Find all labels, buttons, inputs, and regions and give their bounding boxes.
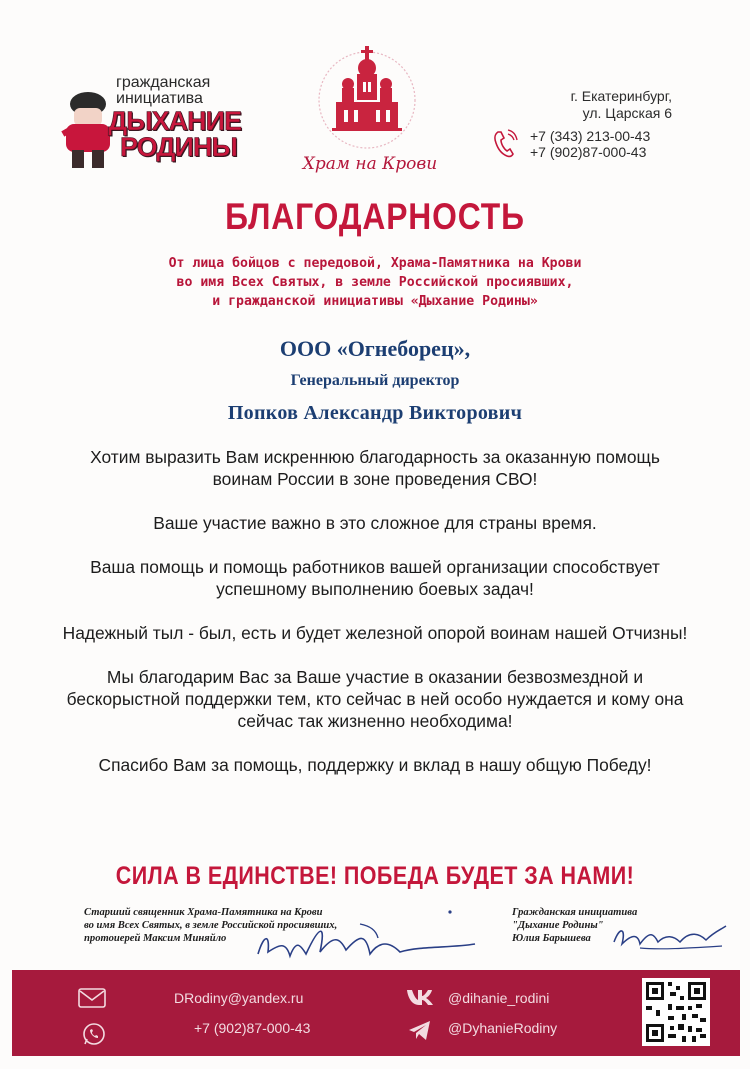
signature-right-line: Гражданская инициатива	[512, 907, 638, 918]
signature-left-line: Старший священник Храма-Памятника на Крови	[84, 907, 323, 918]
phone-2: +7 (902)87-000-43	[530, 144, 647, 160]
footer-telegram-link[interactable]: @DyhanieRodiny	[448, 1020, 558, 1036]
phone-icon	[492, 128, 518, 160]
telegram-icon	[408, 1020, 432, 1042]
document-subtitle	[60, 254, 690, 311]
signature-left-line: во имя Всех Святых, в земле Российской просиявших,	[84, 920, 338, 931]
signature-right-line: "Дыхание Родины"	[512, 920, 604, 931]
qr-code-icon	[642, 978, 710, 1046]
body-paragraph: Надежный тыл - был, есть и будет железной опорой воинам нашей Отчизны!	[62, 623, 688, 643]
body-paragraph: Спасибо Вам за помощь, поддержку и вклад в нашу общую Победу!	[98, 755, 652, 775]
signature-right-line: Юлия Барышева	[512, 933, 591, 944]
footer-phone: +7 (902)87-000-43	[194, 1020, 311, 1036]
signature-right-icon	[610, 920, 728, 956]
footer-email-link[interactable]: DRodiny@yandex.ru	[174, 990, 304, 1006]
signature-left-icon	[250, 904, 480, 974]
document-title: БЛАГОДАРНОСТЬ	[225, 196, 525, 237]
recipient-position: Генеральный директор	[290, 372, 460, 389]
vk-icon	[406, 988, 434, 1006]
body-paragraph: Ваша помощь и помощь работников вашей организации способствует успешному выполнению боевых задач!	[90, 557, 660, 599]
subtitle-line: и гражданской инициативы «Дыхание Родины»	[212, 294, 538, 309]
footer-contacts	[12, 970, 740, 1056]
body-paragraph: Хотим выразить Вам искреннюю благодарность за оказанную помощь воинам России в зоне проведения СВО!	[90, 447, 660, 489]
subtitle-line: От лица бойцов с передовой, Храма-Памятника на Крови	[168, 256, 582, 271]
address-street: ул. Царская 6	[582, 105, 672, 121]
slogan: СИЛА В ЕДИНСТВЕ! ПОБЕДА БУДЕТ ЗА НАМИ!	[115, 862, 635, 890]
logo-line-1: гражданская	[116, 74, 211, 91]
logo-line-2: инициатива	[116, 90, 203, 107]
recipient-org: ООО «Огнеборец»,	[279, 336, 471, 361]
body-paragraph: Ваше участие важно в это сложное для страны время.	[153, 513, 597, 533]
letter-body	[60, 446, 690, 798]
address-block	[571, 88, 672, 122]
logo-dyhanie-rodiny	[58, 74, 242, 170]
address-city: г. Екатеринбург,	[570, 88, 672, 104]
whatsapp-icon	[82, 1022, 106, 1046]
logo-line-4: РОДИНЫ	[120, 132, 237, 162]
footer-vk-link[interactable]: @dihanie_rodini	[448, 990, 550, 1006]
logo-line-3: ДЫХАНИЕ	[108, 106, 242, 136]
phones-block	[530, 128, 650, 160]
phone-1: +7 (343) 213-00-43	[530, 128, 651, 144]
subtitle-line: во имя Всех Святых, в земле Российской просиявших,	[176, 275, 574, 290]
mail-icon	[78, 988, 106, 1008]
emblem-caption: Храм на Крови	[302, 154, 438, 174]
qr-code[interactable]	[642, 978, 710, 1046]
body-paragraph: Мы благодарим Вас за Ваше участие в оказании безвозмездной и бескорыстной поддержки тем, кто сейчас в ней особо нуждается и кому она сейчас так жизненно необходима!	[66, 667, 684, 731]
signature-left-line: протоиерей Максим Миняйло	[84, 933, 227, 944]
recipient-name: Попков Александр Викторович	[227, 402, 523, 424]
